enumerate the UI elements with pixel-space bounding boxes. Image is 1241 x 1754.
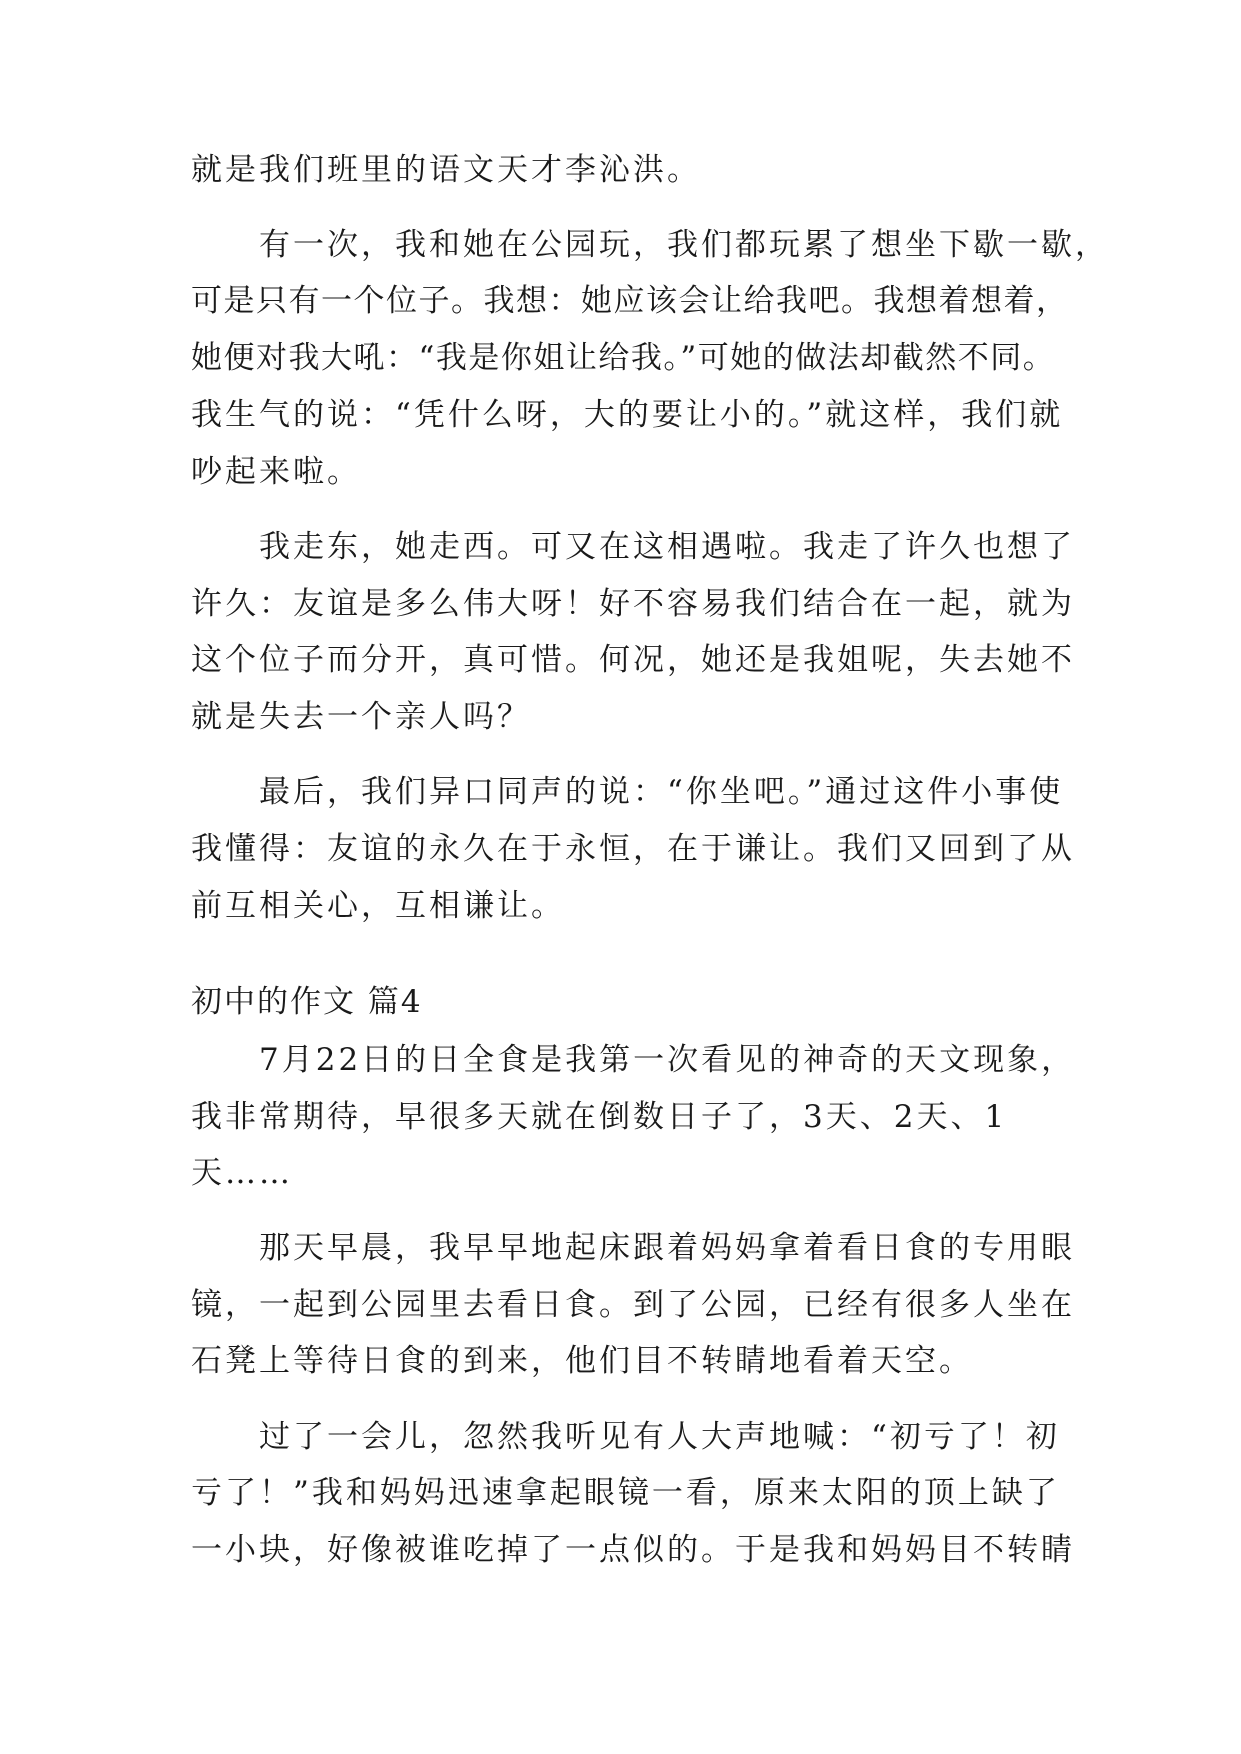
paragraph-line: 过了一会儿，忽然我听见有人大声地喊：“初亏了！初 xyxy=(259,1419,1060,1455)
paragraph-line: 7月22日的日全食是我第一次看见的神奇的天文现象， xyxy=(259,1042,1076,1078)
paragraph-line: 就是我们班里的语文天才李沁洪。 xyxy=(191,152,701,188)
paragraph-line: 前互相关心，互相谦让。 xyxy=(191,888,565,924)
paragraph-line: 最后，我们异口同声的说：“你坐吧。”通过这件小事使 xyxy=(259,774,1064,810)
paragraph-line: 许久：友谊是多么伟大呀！好不容易我们结合在一起，就为 xyxy=(191,586,1075,622)
paragraph-line: 我懂得：友谊的永久在于永恒，在于谦让。我们又回到了从 xyxy=(191,831,1075,867)
paragraph-line: 这个位子而分开，真可惜。何况，她还是我姐呢，失去她不 xyxy=(191,642,1075,678)
paragraph-line: 就是失去一个亲人吗？ xyxy=(191,699,531,735)
paragraph-line: 我非常期待，早很多天就在倒数日子了，3天、2天、1 xyxy=(191,1099,1008,1135)
paragraph-line: 那天早晨，我早早地起床跟着妈妈拿着看日食的专用眼 xyxy=(259,1230,1075,1266)
paragraph-line: 亏了！”我和妈妈迅速拿起眼镜一看，原来太阳的顶上缺了 xyxy=(191,1475,1060,1511)
paragraph-line: 一小块，好像被谁吃掉了一点似的。于是我和妈妈目不转睛 xyxy=(191,1532,1075,1568)
paragraph-line: 可是只有一个位子。我想：她应该会让给我吧。我想着想着， xyxy=(191,283,1069,319)
paragraph-line: 镜，一起到公园里去看日食。到了公园，已经有很多人坐在 xyxy=(191,1287,1075,1323)
paragraph-line: 天…… xyxy=(191,1155,293,1191)
paragraph-line: 石凳上等待日食的到来，他们目不转睛地看着天空。 xyxy=(191,1343,973,1379)
section-heading: 初中的作文 篇4 xyxy=(191,984,423,1020)
paragraph-line: 我生气的说：“凭什么呀，大的要让小的。”就这样，我们就 xyxy=(191,397,1064,433)
paragraph-line: 吵起来啦。 xyxy=(191,454,361,490)
paragraph-line: 我走东，她走西。可又在这相遇啦。我走了许久也想了 xyxy=(259,529,1075,565)
paragraph-line: 有一次，我和她在公园玩，我们都玩累了想坐下歇一歇， xyxy=(259,227,1109,263)
paragraph-line: 她便对我大吼：“我是你姐让给我。”可她的做法却截然不同。 xyxy=(191,340,1056,376)
